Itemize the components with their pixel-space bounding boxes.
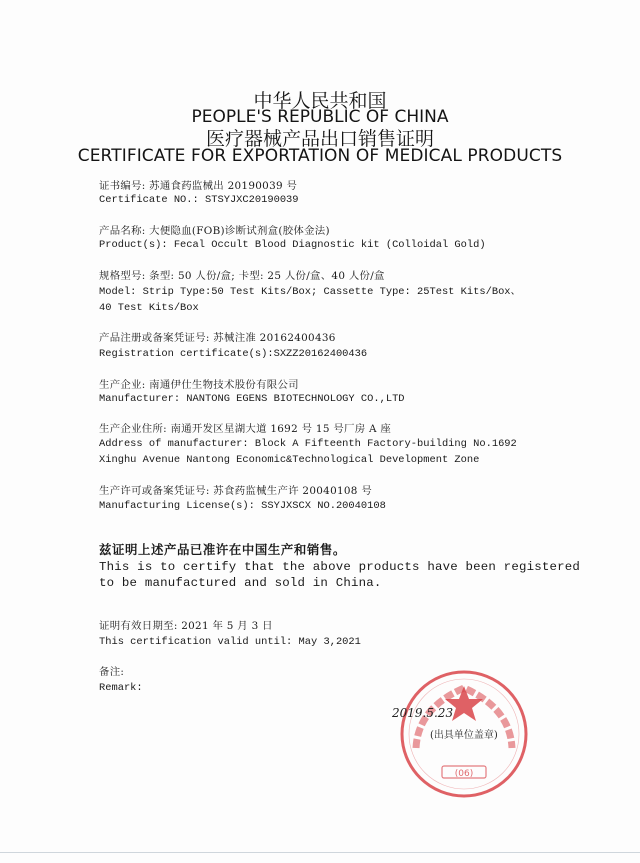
signature-date: 2019.5.23 (392, 706, 454, 720)
page-bottom-edge (0, 852, 640, 853)
registration-zh: 产品注册或备案凭证号: 苏械注准 20162400436 (99, 332, 336, 344)
remark-zh: 备注: (99, 666, 125, 678)
product-zh: 产品名称: 大便隐血(FOB)诊断试剂盒(胶体金法) (99, 225, 330, 237)
validity-zh: 证明有效日期至: 2021 年 5 月 3 日 (99, 620, 273, 632)
manufacturer-zh: 生产企业: 南通伊仕生物技术股份有限公司 (99, 379, 299, 391)
model-zh: 规格型号: 条型: 50 人份/盒; 卡型: 25 人份/盒、40 人份/盒 (99, 270, 385, 282)
remark-en: Remark: (99, 682, 143, 694)
model-en-line1: Model: Strip Type:50 Test Kits/Box; Cassette Type: 25Test Kits/Box、 (99, 286, 521, 298)
header-subtitle-en: CERTIFICATE FOR EXPORTATION OF MEDICAL PRODUCTS (77, 146, 563, 166)
certificate-no-zh: 证书编号: 苏通食药监械出 20190039 号 (99, 180, 298, 192)
header-title-en: PEOPLE'S REPUBLIC OF CHINA (191, 107, 449, 127)
license-zh: 生产许可或备案凭证号: 苏食药监械生产许 20040108 号 (99, 485, 373, 497)
model-en-line2: 40 Test Kits/Box (99, 302, 199, 314)
license-en: Manufacturing License(s): SSYJXSCX NO.20040108 (99, 500, 386, 512)
validity-en: This certification valid until: May 3,2021 (99, 636, 361, 648)
address-zh: 生产企业住所: 南通开发区星湖大道 1692 号 15 号厂房 A 座 (99, 423, 392, 435)
issuer-seal-note: (出具单位盖章) (430, 730, 498, 741)
certify-en-line1: This is to certify that the above products have been registered (99, 560, 581, 574)
header-title-zh: 中华人民共和国 (253, 90, 387, 112)
registration-en: Registration certificate(s):SXZZ20162400436 (99, 348, 368, 360)
certify-zh: 兹证明上述产品已准许在中国生产和销售。 (99, 542, 346, 557)
product-en: Product(s): Fecal Occult Blood Diagnostic kit (Colloidal Gold) (99, 239, 486, 251)
manufacturer-en: Manufacturer: NANTONG EGENS BIOTECHNOLOGY CO.,LTD (99, 393, 405, 405)
address-en-line2: Xinghu Avenue Nantong Economic&Technological Development Zone (99, 454, 480, 466)
header-subtitle-zh: 医疗器械产品出口销售证明 (205, 128, 434, 150)
svg-text:(06): (06) (454, 769, 474, 779)
certify-en-line2: to be manufactured and sold in China. (99, 576, 382, 590)
certificate-no-en: Certificate NO.: STSYJXC20190039 (99, 194, 299, 206)
address-en-line1: Address of manufacturer: Block A Fifteenth Factory-building No.1692 (99, 438, 517, 450)
